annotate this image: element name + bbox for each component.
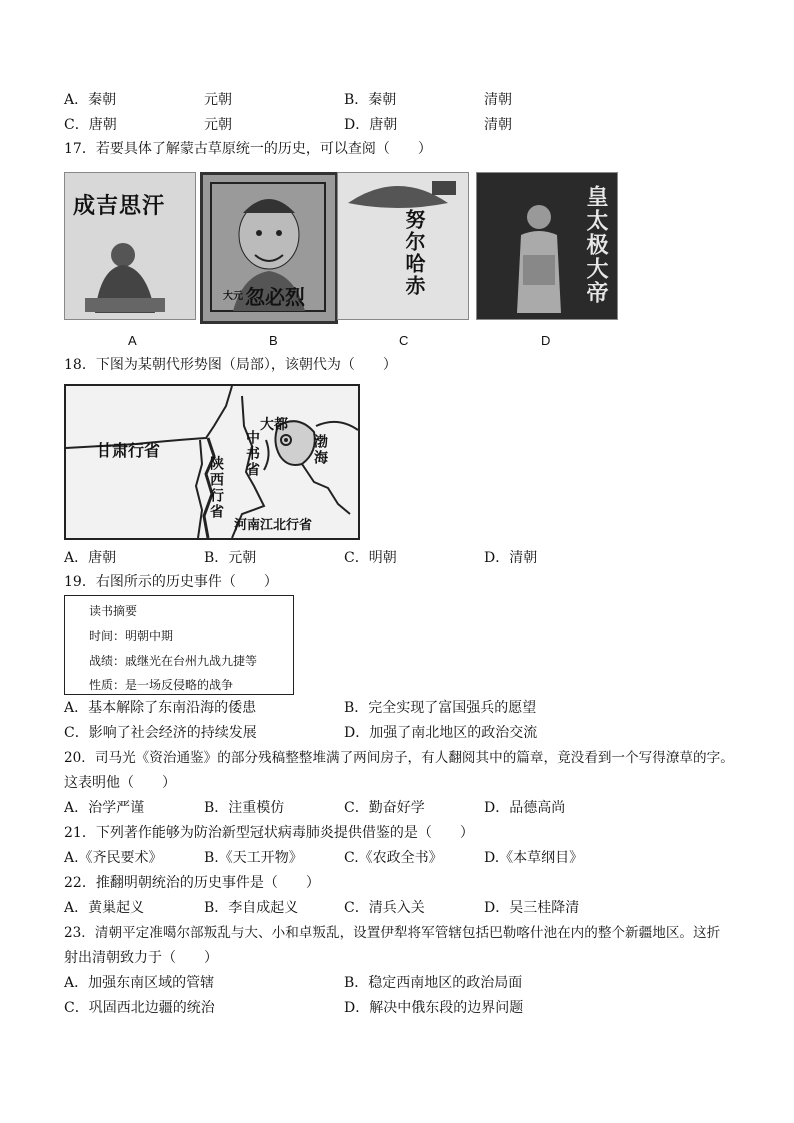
q16-option-b-second: 清朝 bbox=[484, 92, 512, 108]
note-achievement: 战绩：戚继光在台州九战九捷等 bbox=[89, 654, 258, 668]
q22-option-c[interactable]: C．清兵入关 bbox=[344, 900, 425, 916]
q16-option-d-second: 清朝 bbox=[484, 117, 512, 133]
q21-option-a[interactable]: A.《齐民要术》 bbox=[64, 850, 163, 866]
q19-stem: 19．右图所示的历史事件（ ） bbox=[64, 574, 278, 590]
map-label-dadu: 大都 bbox=[260, 417, 288, 433]
q23-option-c[interactable]: C．巩固西北边疆的统治 bbox=[64, 1000, 215, 1016]
book-label-a: A bbox=[128, 333, 137, 348]
yuan-dynasty-map bbox=[64, 384, 360, 540]
q19-option-d[interactable]: D．加强了南北地区的政治交流 bbox=[344, 725, 538, 741]
q19-option-b[interactable]: B．完全实现了富国强兵的愿望 bbox=[344, 700, 537, 716]
book-c-title: 努尔哈赤 bbox=[402, 209, 426, 297]
book-label-c: C bbox=[399, 333, 409, 348]
q16-option-b[interactable]: B．秦朝 bbox=[344, 92, 397, 108]
book-cover-c[interactable] bbox=[337, 172, 469, 320]
q21-option-c[interactable]: C.《农政全书》 bbox=[344, 850, 443, 866]
note-title: 读书摘要 bbox=[89, 604, 138, 618]
book-d-title: 皇太极大帝 bbox=[583, 185, 609, 305]
q16-option-c[interactable]: C．唐朝 bbox=[64, 117, 117, 133]
q17-stem: 17．若要具体了解蒙古草原统一的历史，可以查阅（ ） bbox=[64, 141, 432, 157]
q16-option-a[interactable]: A．秦朝 bbox=[64, 92, 117, 108]
book-cover-a[interactable] bbox=[64, 172, 196, 320]
q20-option-c[interactable]: C．勤奋好学 bbox=[344, 800, 425, 816]
book-a-title: 成吉思汗 bbox=[73, 193, 166, 219]
q22-option-a[interactable]: A．黄巢起义 bbox=[64, 900, 145, 916]
q18-stem: 18．下图为某朝代形势图（局部），该朝代为（ ） bbox=[64, 357, 397, 373]
reading-note-box bbox=[64, 595, 294, 695]
book-label-d: D bbox=[541, 333, 551, 348]
q20-option-d[interactable]: D．品德高尚 bbox=[484, 800, 566, 816]
q19-option-c[interactable]: C．影响了社会经济的持续发展 bbox=[64, 725, 257, 741]
q22-stem: 22．推翻明朝统治的历史事件是（ ） bbox=[64, 875, 320, 891]
q20-option-b[interactable]: B．注重模仿 bbox=[204, 800, 285, 816]
book-label-b: B bbox=[269, 333, 278, 348]
q23-stem-line1: 23．清朝平定准噶尔部叛乱与大、小和卓叛乱，设置伊犁将军管辖包括巴勒喀什池在内的整个新疆地区。这折 bbox=[64, 925, 721, 941]
note-nature: 性质：是一场反侵略的战争 bbox=[89, 678, 234, 692]
book-cover-d[interactable] bbox=[476, 172, 618, 320]
q19-option-a[interactable]: A．基本解除了东南沿海的倭患 bbox=[64, 700, 257, 716]
q21-option-d[interactable]: D.《本草纲目》 bbox=[484, 850, 584, 866]
map-label-bohai: 渤海 bbox=[312, 434, 328, 466]
q21-option-b[interactable]: B.《天工开物》 bbox=[204, 850, 303, 866]
book-cover-b[interactable] bbox=[200, 172, 338, 324]
map-label-gansu: 甘肃行省 bbox=[96, 441, 161, 460]
q18-option-b[interactable]: B．元朝 bbox=[204, 550, 257, 566]
map-label-henan: 河南江北行省 bbox=[234, 518, 313, 533]
q23-option-a[interactable]: A．加强东南区域的管辖 bbox=[64, 975, 215, 991]
map-label-shaanxi: 陕西行省 bbox=[208, 456, 224, 520]
q16-option-a-second: 元朝 bbox=[204, 92, 232, 108]
q18-option-c[interactable]: C．明朝 bbox=[344, 550, 397, 566]
q20-stem-line2: 这表明他（ ） bbox=[64, 775, 176, 791]
q16-option-c-second: 元朝 bbox=[204, 117, 232, 133]
q21-stem: 21．下列著作能够为防治新型冠状病毒肺炎提供借鉴的是（ ） bbox=[64, 825, 474, 841]
genghis-figure-icon bbox=[65, 173, 195, 319]
q20-option-a[interactable]: A．治学严谨 bbox=[64, 800, 145, 816]
q22-option-d[interactable]: D．吴三桂降清 bbox=[484, 900, 580, 916]
note-time: 时间：明朝中期 bbox=[89, 629, 174, 643]
q23-option-b[interactable]: B．稳定西南地区的政治局面 bbox=[344, 975, 523, 991]
book-b-subtitle: 大元 bbox=[223, 291, 243, 302]
q20-stem-line1: 20．司马光《资治通鉴》的部分残稿整整堆满了两间房子，有人翻阅其中的篇章，竟没看到一个写得潦草的字。 bbox=[64, 750, 734, 766]
q23-option-d[interactable]: D．解决中俄东段的边界问题 bbox=[344, 1000, 524, 1016]
q18-option-d[interactable]: D．清朝 bbox=[484, 550, 538, 566]
q22-option-b[interactable]: B．李自成起义 bbox=[204, 900, 299, 916]
q18-option-a[interactable]: A．唐朝 bbox=[64, 550, 117, 566]
q23-stem-line2: 射出清朝致力于（ ） bbox=[64, 950, 218, 966]
book-b-title: 忽必烈 bbox=[245, 285, 305, 309]
map-label-zhongshu: 中书省 bbox=[244, 430, 260, 478]
q16-option-d[interactable]: D．唐朝 bbox=[344, 117, 398, 133]
